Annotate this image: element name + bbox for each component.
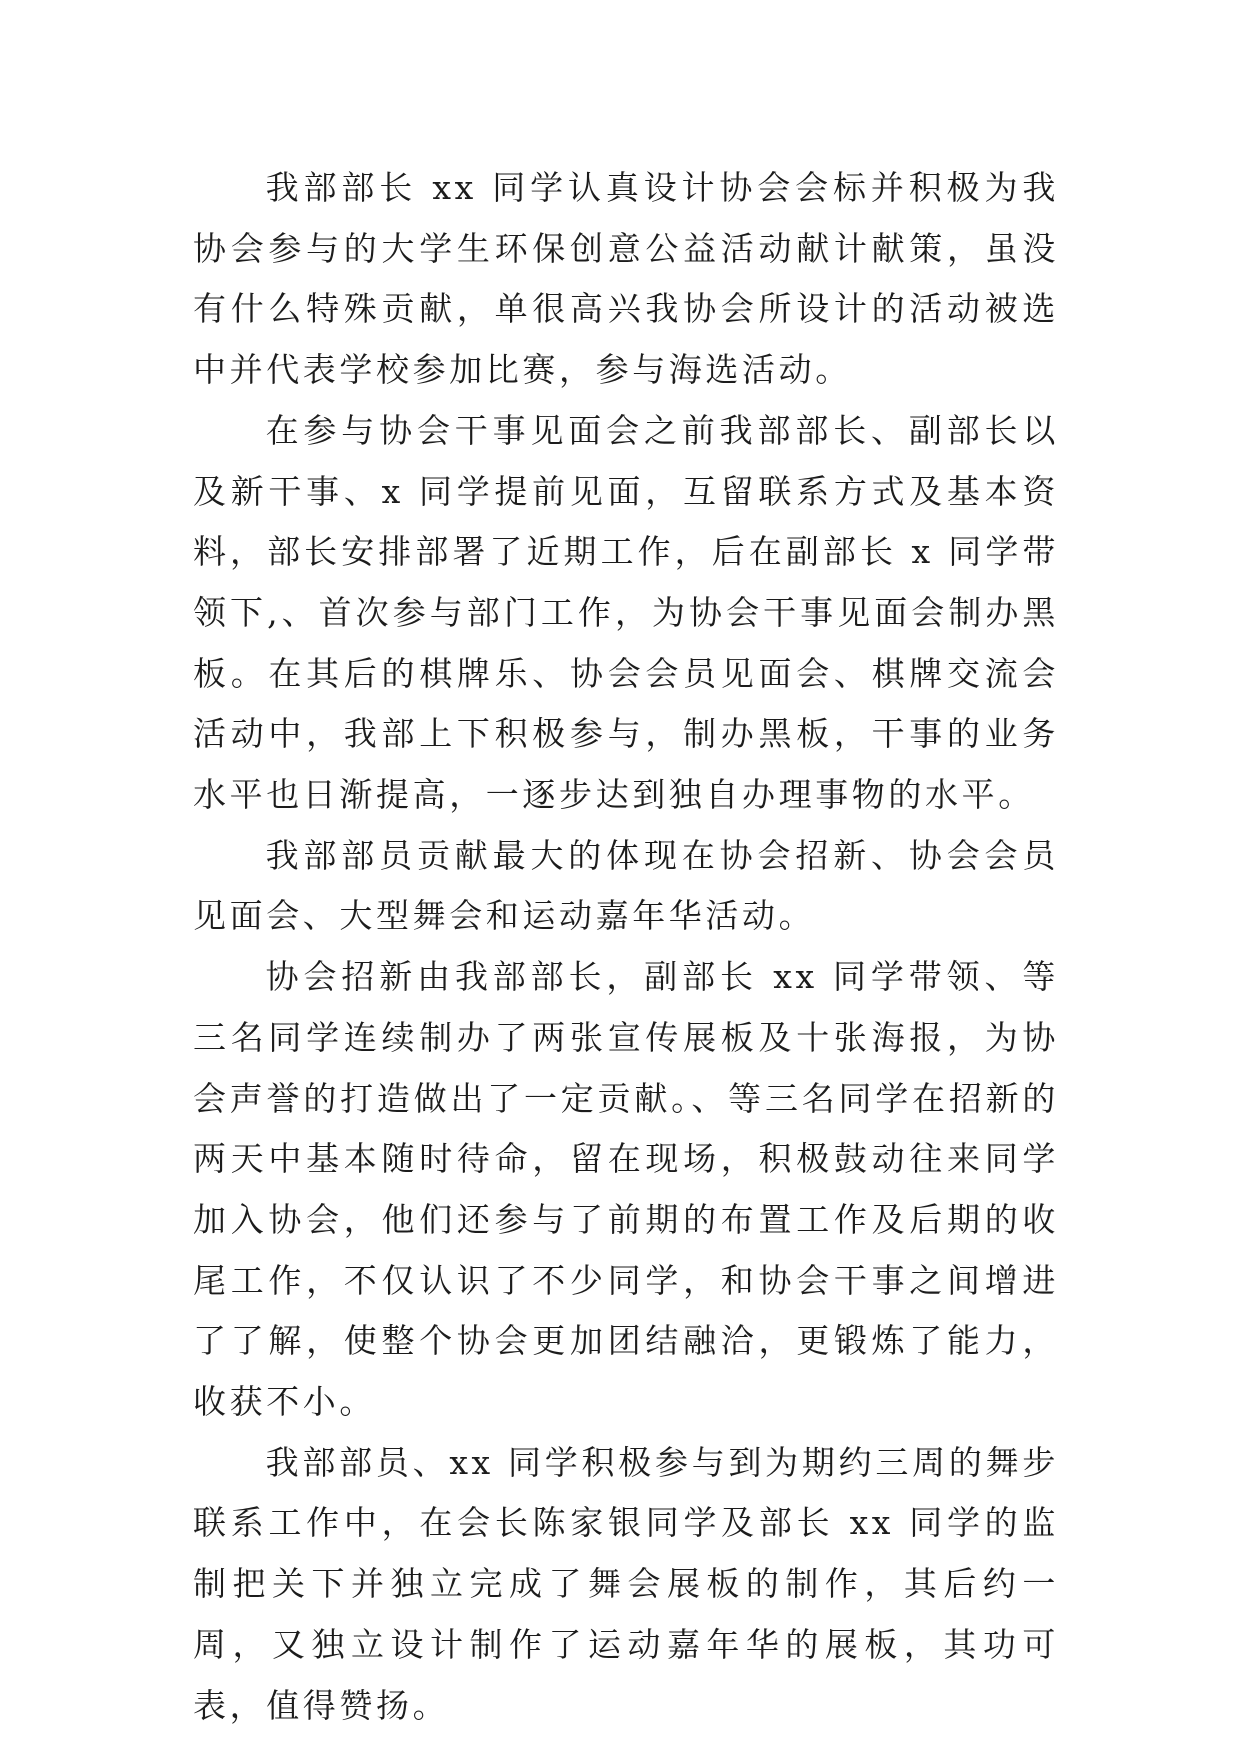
paragraph-2: 在参与协会干事见面会之前我部部长、副部长以及新干事、x 同学提前见面，互留联系方式及基本资料，部长安排部署了近期工作，后在副部长 x 同学带领下,、首次参与部门工作，为协会干事见面会制办黑板。在其后的棋牌乐、协会会员见面会、棋牌交流会活动中，我部上下积极参与，制办黑板，干事的业务水平也日渐提高，一逐步达到独自办理事物的水平。 — [193, 410, 1059, 815]
document-body — [193, 158, 1059, 1736]
paragraph-4: 协会招新由我部部长，副部长 xx 同学带领、等三名同学连续制办了两张宣传展板及十张海报，为协会声誉的打造做出了一定贡献。、等三名同学在招新的两天中基本随时待命，留在现场，积极鼓动往来同学加入协会，他们还参与了前期的布置工作及后期的收尾工作，不仅认识了不少同学，和协会干事之间增进了了解，使整个协会更加团结融洽，更锻炼了能力，收获不小。 — [193, 957, 1059, 1422]
paragraph-3: 我部部员贡献最大的体现在协会招新、协会会员见面会、大型舞会和运动嘉年华活动。 — [193, 835, 1059, 936]
paragraph-1: 我部部长 xx 同学认真设计协会会标并积极为我协会参与的大学生环保创意公益活动献计献策，虽没有什么特殊贡献，单很高兴我协会所设计的活动被选中并代表学校参加比赛，参与海选活动。 — [193, 168, 1059, 390]
paragraph-5: 我部部员、xx 同学积极参与到为期约三周的舞步联系工作中，在会长陈家银同学及部长 xx 同学的监制把关下并独立完成了舞会展板的制作，其后约一周，又独立设计制作了运动嘉年华的展板，其功可表，值得赞扬。 — [193, 1442, 1059, 1725]
